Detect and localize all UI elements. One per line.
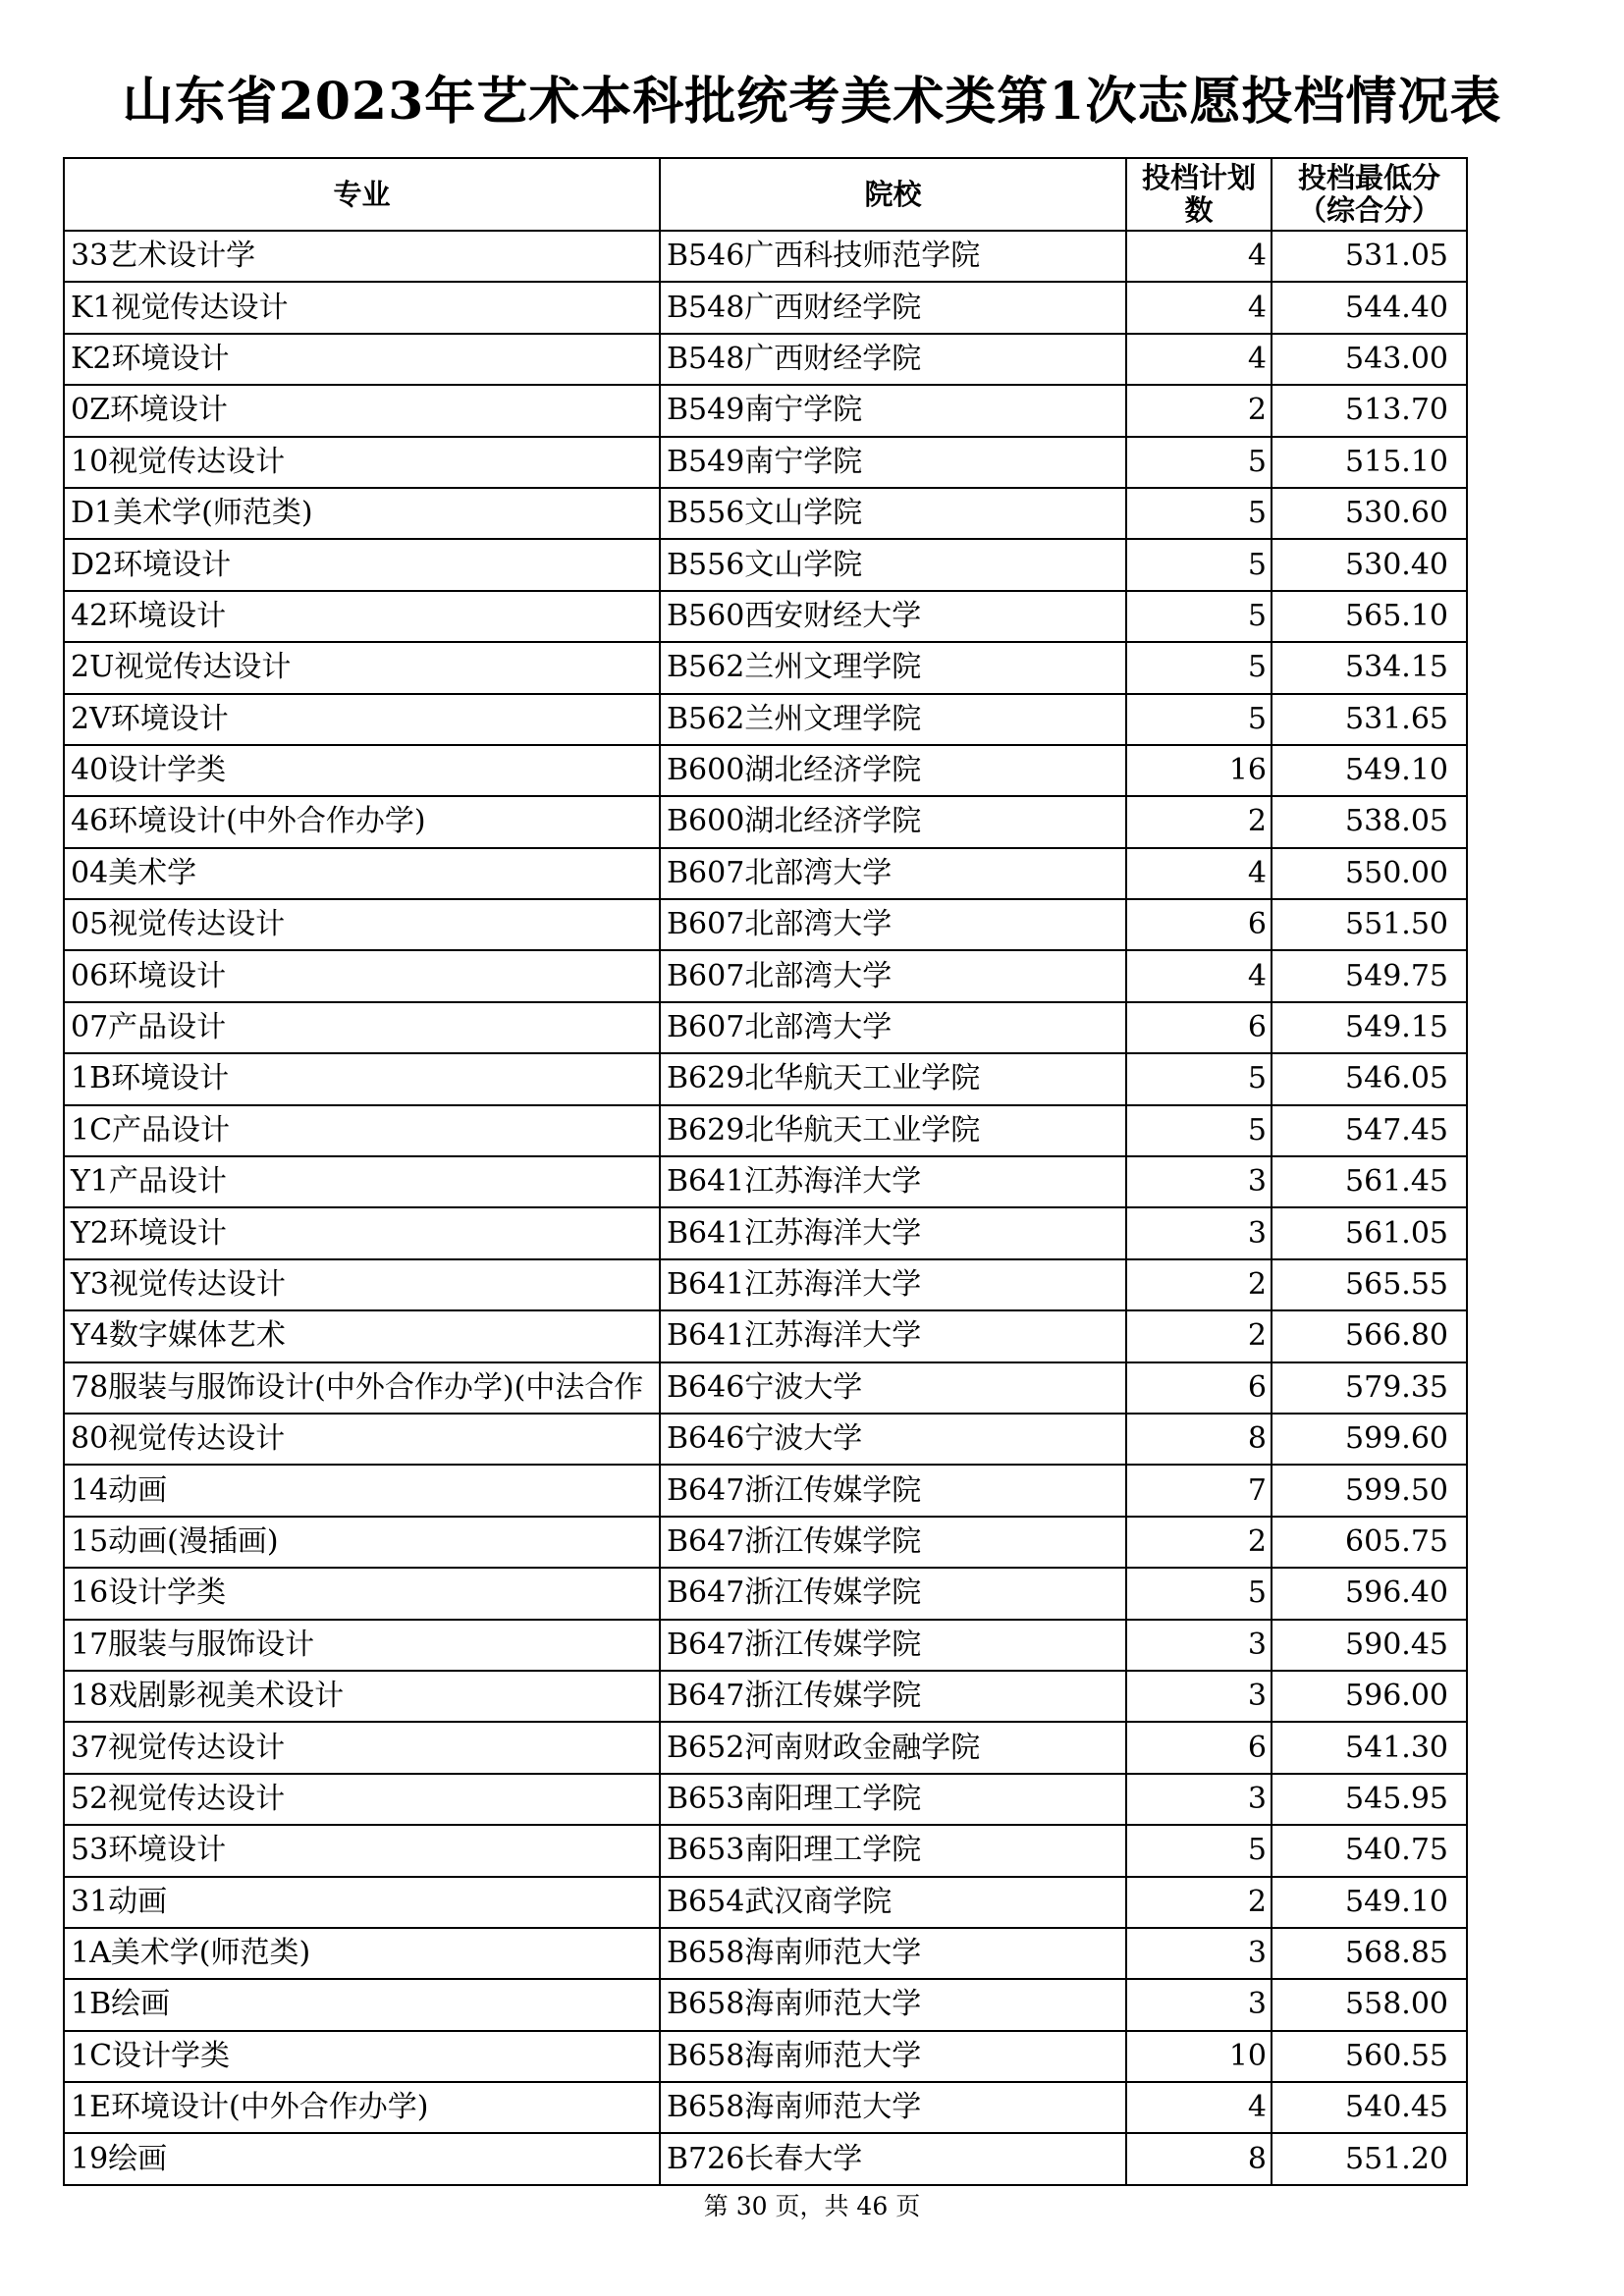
school-cell: B641江苏海洋大学 bbox=[660, 1156, 1126, 1207]
min-score-cell: 550.00 bbox=[1272, 848, 1467, 899]
school-cell: B549南宁学院 bbox=[660, 437, 1126, 488]
table-row bbox=[64, 1207, 1467, 1258]
min-score-cell: 551.50 bbox=[1272, 899, 1467, 950]
min-score-cell: 561.45 bbox=[1272, 1156, 1467, 1207]
min-score-cell: 549.75 bbox=[1272, 950, 1467, 1001]
min-score-cell: 590.45 bbox=[1272, 1620, 1467, 1671]
table-row bbox=[64, 231, 1467, 282]
plan-count-cell: 3 bbox=[1126, 1928, 1272, 1979]
school-cell: B658海南师范大学 bbox=[660, 2082, 1126, 2133]
major-cell: 1B环境设计 bbox=[64, 1053, 660, 1104]
table-row bbox=[64, 488, 1467, 539]
school-cell: B629北华航天工业学院 bbox=[660, 1105, 1126, 1156]
min-score-cell: 605.75 bbox=[1272, 1517, 1467, 1568]
plan-count-cell: 4 bbox=[1126, 848, 1272, 899]
header-plan-line2: 数 bbox=[1184, 193, 1214, 227]
min-score-cell: 549.10 bbox=[1272, 1877, 1467, 1928]
plan-count-cell: 7 bbox=[1126, 1465, 1272, 1516]
school-cell: B641江苏海洋大学 bbox=[660, 1207, 1126, 1258]
table-row bbox=[64, 642, 1467, 693]
school-cell: B647浙江传媒学院 bbox=[660, 1620, 1126, 1671]
plan-count-cell: 6 bbox=[1126, 1002, 1272, 1053]
major-cell: 19绘画 bbox=[64, 2133, 660, 2184]
table-row bbox=[64, 2082, 1467, 2133]
min-score-cell: 540.45 bbox=[1272, 2082, 1467, 2133]
header-plan-line1: 投档计划 bbox=[1141, 161, 1256, 194]
plan-count-cell: 16 bbox=[1126, 745, 1272, 796]
major-cell: 1E环境设计(中外合作办学) bbox=[64, 2082, 660, 2133]
plan-count-cell: 8 bbox=[1126, 1414, 1272, 1465]
plan-count-cell: 3 bbox=[1126, 1156, 1272, 1207]
table-row bbox=[64, 1517, 1467, 1568]
school-cell: B607北部湾大学 bbox=[660, 848, 1126, 899]
major-cell: 40设计学类 bbox=[64, 745, 660, 796]
table-row bbox=[64, 745, 1467, 796]
min-score-cell: 544.40 bbox=[1272, 282, 1467, 333]
min-score-cell: 531.05 bbox=[1272, 231, 1467, 282]
major-cell: 46环境设计(中外合作办学) bbox=[64, 796, 660, 847]
plan-count-cell: 6 bbox=[1126, 1362, 1272, 1414]
min-score-cell: 579.35 bbox=[1272, 1362, 1467, 1414]
plan-count-cell: 5 bbox=[1126, 1568, 1272, 1619]
table-row bbox=[64, 1825, 1467, 1876]
school-cell: B641江苏海洋大学 bbox=[660, 1259, 1126, 1310]
major-cell: 2V环境设计 bbox=[64, 694, 660, 745]
major-cell: 42环境设计 bbox=[64, 591, 660, 642]
school-cell: B646宁波大学 bbox=[660, 1414, 1126, 1465]
major-cell: 37视觉传达设计 bbox=[64, 1722, 660, 1773]
school-cell: B653南阳理工学院 bbox=[660, 1774, 1126, 1825]
plan-count-cell: 3 bbox=[1126, 1774, 1272, 1825]
table-row bbox=[64, 282, 1467, 333]
school-cell: B560西安财经大学 bbox=[660, 591, 1126, 642]
min-score-cell: 547.45 bbox=[1272, 1105, 1467, 1156]
table-row bbox=[64, 796, 1467, 847]
school-cell: B600湖北经济学院 bbox=[660, 796, 1126, 847]
plan-count-cell: 2 bbox=[1126, 385, 1272, 436]
school-cell: B647浙江传媒学院 bbox=[660, 1671, 1126, 1722]
table-row bbox=[64, 899, 1467, 950]
plan-count-cell: 3 bbox=[1126, 1207, 1272, 1258]
min-score-cell: 599.60 bbox=[1272, 1414, 1467, 1465]
plan-count-cell: 4 bbox=[1126, 950, 1272, 1001]
table-row bbox=[64, 1774, 1467, 1825]
table-row bbox=[64, 591, 1467, 642]
major-cell: 07产品设计 bbox=[64, 1002, 660, 1053]
school-cell: B652河南财政金融学院 bbox=[660, 1722, 1126, 1773]
major-cell: 52视觉传达设计 bbox=[64, 1774, 660, 1825]
plan-count-cell: 4 bbox=[1126, 231, 1272, 282]
plan-count-cell: 5 bbox=[1126, 694, 1272, 745]
table-row bbox=[64, 1414, 1467, 1465]
school-cell: B549南宁学院 bbox=[660, 385, 1126, 436]
school-cell: B607北部湾大学 bbox=[660, 950, 1126, 1001]
page-title: 山东省2023年艺术本科批统考美术类第1次志愿投档情况表 bbox=[122, 72, 1502, 132]
plan-count-cell: 3 bbox=[1126, 1620, 1272, 1671]
table-row bbox=[64, 539, 1467, 590]
plan-count-cell: 3 bbox=[1126, 1979, 1272, 2030]
school-cell: B641江苏海洋大学 bbox=[660, 1310, 1126, 1362]
min-score-cell: 551.20 bbox=[1272, 2133, 1467, 2184]
major-cell: 0Z环境设计 bbox=[64, 385, 660, 436]
major-cell: 80视觉传达设计 bbox=[64, 1414, 660, 1465]
major-cell: 1A美术学(师范类) bbox=[64, 1928, 660, 1979]
major-cell: Y4数字媒体艺术 bbox=[64, 1310, 660, 1362]
major-cell: K1视觉传达设计 bbox=[64, 282, 660, 333]
min-score-cell: 545.95 bbox=[1272, 1774, 1467, 1825]
header-score bbox=[1272, 158, 1467, 231]
major-cell: 17服装与服饰设计 bbox=[64, 1620, 660, 1671]
table-row bbox=[64, 1465, 1467, 1516]
table-row bbox=[64, 1620, 1467, 1671]
header-score-line1: 投档最低分 bbox=[1297, 161, 1440, 194]
major-cell: 10视觉传达设计 bbox=[64, 437, 660, 488]
table-row bbox=[64, 1722, 1467, 1773]
school-cell: B556文山学院 bbox=[660, 539, 1126, 590]
major-cell: 78服装与服饰设计(中外合作办学)(中法合作 bbox=[64, 1362, 660, 1414]
min-score-cell: 543.00 bbox=[1272, 334, 1467, 385]
major-cell: K2环境设计 bbox=[64, 334, 660, 385]
table-row bbox=[64, 1156, 1467, 1207]
plan-count-cell: 3 bbox=[1126, 1671, 1272, 1722]
table-row bbox=[64, 385, 1467, 436]
table-row bbox=[64, 950, 1467, 1001]
table-row bbox=[64, 1105, 1467, 1156]
table-row bbox=[64, 437, 1467, 488]
plan-count-cell: 2 bbox=[1126, 1877, 1272, 1928]
table-row bbox=[64, 334, 1467, 385]
header-plan bbox=[1126, 158, 1272, 231]
school-cell: B658海南师范大学 bbox=[660, 2031, 1126, 2082]
table-row bbox=[64, 848, 1467, 899]
min-score-cell: 540.75 bbox=[1272, 1825, 1467, 1876]
school-cell: B658海南师范大学 bbox=[660, 1979, 1126, 2030]
table-row bbox=[64, 1877, 1467, 1928]
major-cell: 2U视觉传达设计 bbox=[64, 642, 660, 693]
major-cell: 33艺术设计学 bbox=[64, 231, 660, 282]
min-score-cell: 560.55 bbox=[1272, 2031, 1467, 2082]
min-score-cell: 530.60 bbox=[1272, 488, 1467, 539]
admission-table-container bbox=[63, 157, 1466, 2186]
min-score-cell: 531.65 bbox=[1272, 694, 1467, 745]
header-school: 院校 bbox=[660, 158, 1126, 231]
school-cell: B647浙江传媒学院 bbox=[660, 1465, 1126, 1516]
major-cell: 18戏剧影视美术设计 bbox=[64, 1671, 660, 1722]
min-score-cell: 538.05 bbox=[1272, 796, 1467, 847]
min-score-cell: 515.10 bbox=[1272, 437, 1467, 488]
plan-count-cell: 4 bbox=[1126, 334, 1272, 385]
table-row bbox=[64, 1362, 1467, 1414]
major-cell: 31动画 bbox=[64, 1877, 660, 1928]
table-row bbox=[64, 2133, 1467, 2184]
school-cell: B607北部湾大学 bbox=[660, 1002, 1126, 1053]
min-score-cell: 530.40 bbox=[1272, 539, 1467, 590]
table-row bbox=[64, 1979, 1467, 2030]
header-score-line2: （综合分） bbox=[1297, 193, 1440, 227]
table-header bbox=[64, 158, 1467, 231]
table-row bbox=[64, 1053, 1467, 1104]
major-cell: 16设计学类 bbox=[64, 1568, 660, 1619]
plan-count-cell: 5 bbox=[1126, 591, 1272, 642]
min-score-cell: 546.05 bbox=[1272, 1053, 1467, 1104]
table-row bbox=[64, 1568, 1467, 1619]
major-cell: Y2环境设计 bbox=[64, 1207, 660, 1258]
min-score-cell: 565.10 bbox=[1272, 591, 1467, 642]
major-cell: 53环境设计 bbox=[64, 1825, 660, 1876]
plan-count-cell: 5 bbox=[1126, 488, 1272, 539]
min-score-cell: 596.00 bbox=[1272, 1671, 1467, 1722]
major-cell: D1美术学(师范类) bbox=[64, 488, 660, 539]
school-cell: B646宁波大学 bbox=[660, 1362, 1126, 1414]
header-row bbox=[64, 158, 1467, 231]
school-cell: B600湖北经济学院 bbox=[660, 745, 1126, 796]
min-score-cell: 549.10 bbox=[1272, 745, 1467, 796]
major-cell: Y1产品设计 bbox=[64, 1156, 660, 1207]
min-score-cell: 568.85 bbox=[1272, 1928, 1467, 1979]
page-footer: 第 30 页，共 46 页 bbox=[703, 2192, 921, 2220]
min-score-cell: 549.15 bbox=[1272, 1002, 1467, 1053]
school-cell: B647浙江传媒学院 bbox=[660, 1568, 1126, 1619]
school-cell: B548广西财经学院 bbox=[660, 282, 1126, 333]
major-cell: 1B绘画 bbox=[64, 1979, 660, 2030]
major-cell: 1C产品设计 bbox=[64, 1105, 660, 1156]
min-score-cell: 513.70 bbox=[1272, 385, 1467, 436]
school-cell: B647浙江传媒学院 bbox=[660, 1517, 1126, 1568]
plan-count-cell: 5 bbox=[1126, 1105, 1272, 1156]
major-cell: 14动画 bbox=[64, 1465, 660, 1516]
major-cell: 05视觉传达设计 bbox=[64, 899, 660, 950]
min-score-cell: 566.80 bbox=[1272, 1310, 1467, 1362]
plan-count-cell: 8 bbox=[1126, 2133, 1272, 2184]
plan-count-cell: 2 bbox=[1126, 1517, 1272, 1568]
plan-count-cell: 5 bbox=[1126, 539, 1272, 590]
school-cell: B562兰州文理学院 bbox=[660, 642, 1126, 693]
plan-count-cell: 2 bbox=[1126, 1310, 1272, 1362]
plan-count-cell: 5 bbox=[1126, 1825, 1272, 1876]
table-body bbox=[64, 231, 1467, 2185]
min-score-cell: 534.15 bbox=[1272, 642, 1467, 693]
major-cell: Y3视觉传达设计 bbox=[64, 1259, 660, 1310]
major-cell: 04美术学 bbox=[64, 848, 660, 899]
min-score-cell: 596.40 bbox=[1272, 1568, 1467, 1619]
school-cell: B726长春大学 bbox=[660, 2133, 1126, 2184]
school-cell: B653南阳理工学院 bbox=[660, 1825, 1126, 1876]
school-cell: B556文山学院 bbox=[660, 488, 1126, 539]
school-cell: B629北华航天工业学院 bbox=[660, 1053, 1126, 1104]
school-cell: B654武汉商学院 bbox=[660, 1877, 1126, 1928]
school-cell: B548广西财经学院 bbox=[660, 334, 1126, 385]
plan-count-cell: 5 bbox=[1126, 642, 1272, 693]
plan-count-cell: 5 bbox=[1126, 437, 1272, 488]
header-major: 专业 bbox=[64, 158, 660, 231]
min-score-cell: 561.05 bbox=[1272, 1207, 1467, 1258]
major-cell: D2环境设计 bbox=[64, 539, 660, 590]
school-cell: B562兰州文理学院 bbox=[660, 694, 1126, 745]
table-row bbox=[64, 1310, 1467, 1362]
major-cell: 15动画(漫插画) bbox=[64, 1517, 660, 1568]
plan-count-cell: 2 bbox=[1126, 796, 1272, 847]
plan-count-cell: 2 bbox=[1126, 1259, 1272, 1310]
school-cell: B546广西科技师范学院 bbox=[660, 231, 1126, 282]
admission-table bbox=[63, 157, 1468, 2186]
table-row bbox=[64, 1671, 1467, 1722]
major-cell: 06环境设计 bbox=[64, 950, 660, 1001]
plan-count-cell: 6 bbox=[1126, 1722, 1272, 1773]
table-row bbox=[64, 1259, 1467, 1310]
table-row bbox=[64, 1002, 1467, 1053]
min-score-cell: 558.00 bbox=[1272, 1979, 1467, 2030]
plan-count-cell: 5 bbox=[1126, 1053, 1272, 1104]
min-score-cell: 599.50 bbox=[1272, 1465, 1467, 1516]
min-score-cell: 541.30 bbox=[1272, 1722, 1467, 1773]
major-cell: 1C设计学类 bbox=[64, 2031, 660, 2082]
plan-count-cell: 4 bbox=[1126, 2082, 1272, 2133]
min-score-cell: 565.55 bbox=[1272, 1259, 1467, 1310]
plan-count-cell: 4 bbox=[1126, 282, 1272, 333]
table-row bbox=[64, 1928, 1467, 1979]
table-row bbox=[64, 694, 1467, 745]
school-cell: B658海南师范大学 bbox=[660, 1928, 1126, 1979]
plan-count-cell: 6 bbox=[1126, 899, 1272, 950]
table-row bbox=[64, 2031, 1467, 2082]
plan-count-cell: 10 bbox=[1126, 2031, 1272, 2082]
school-cell: B607北部湾大学 bbox=[660, 899, 1126, 950]
